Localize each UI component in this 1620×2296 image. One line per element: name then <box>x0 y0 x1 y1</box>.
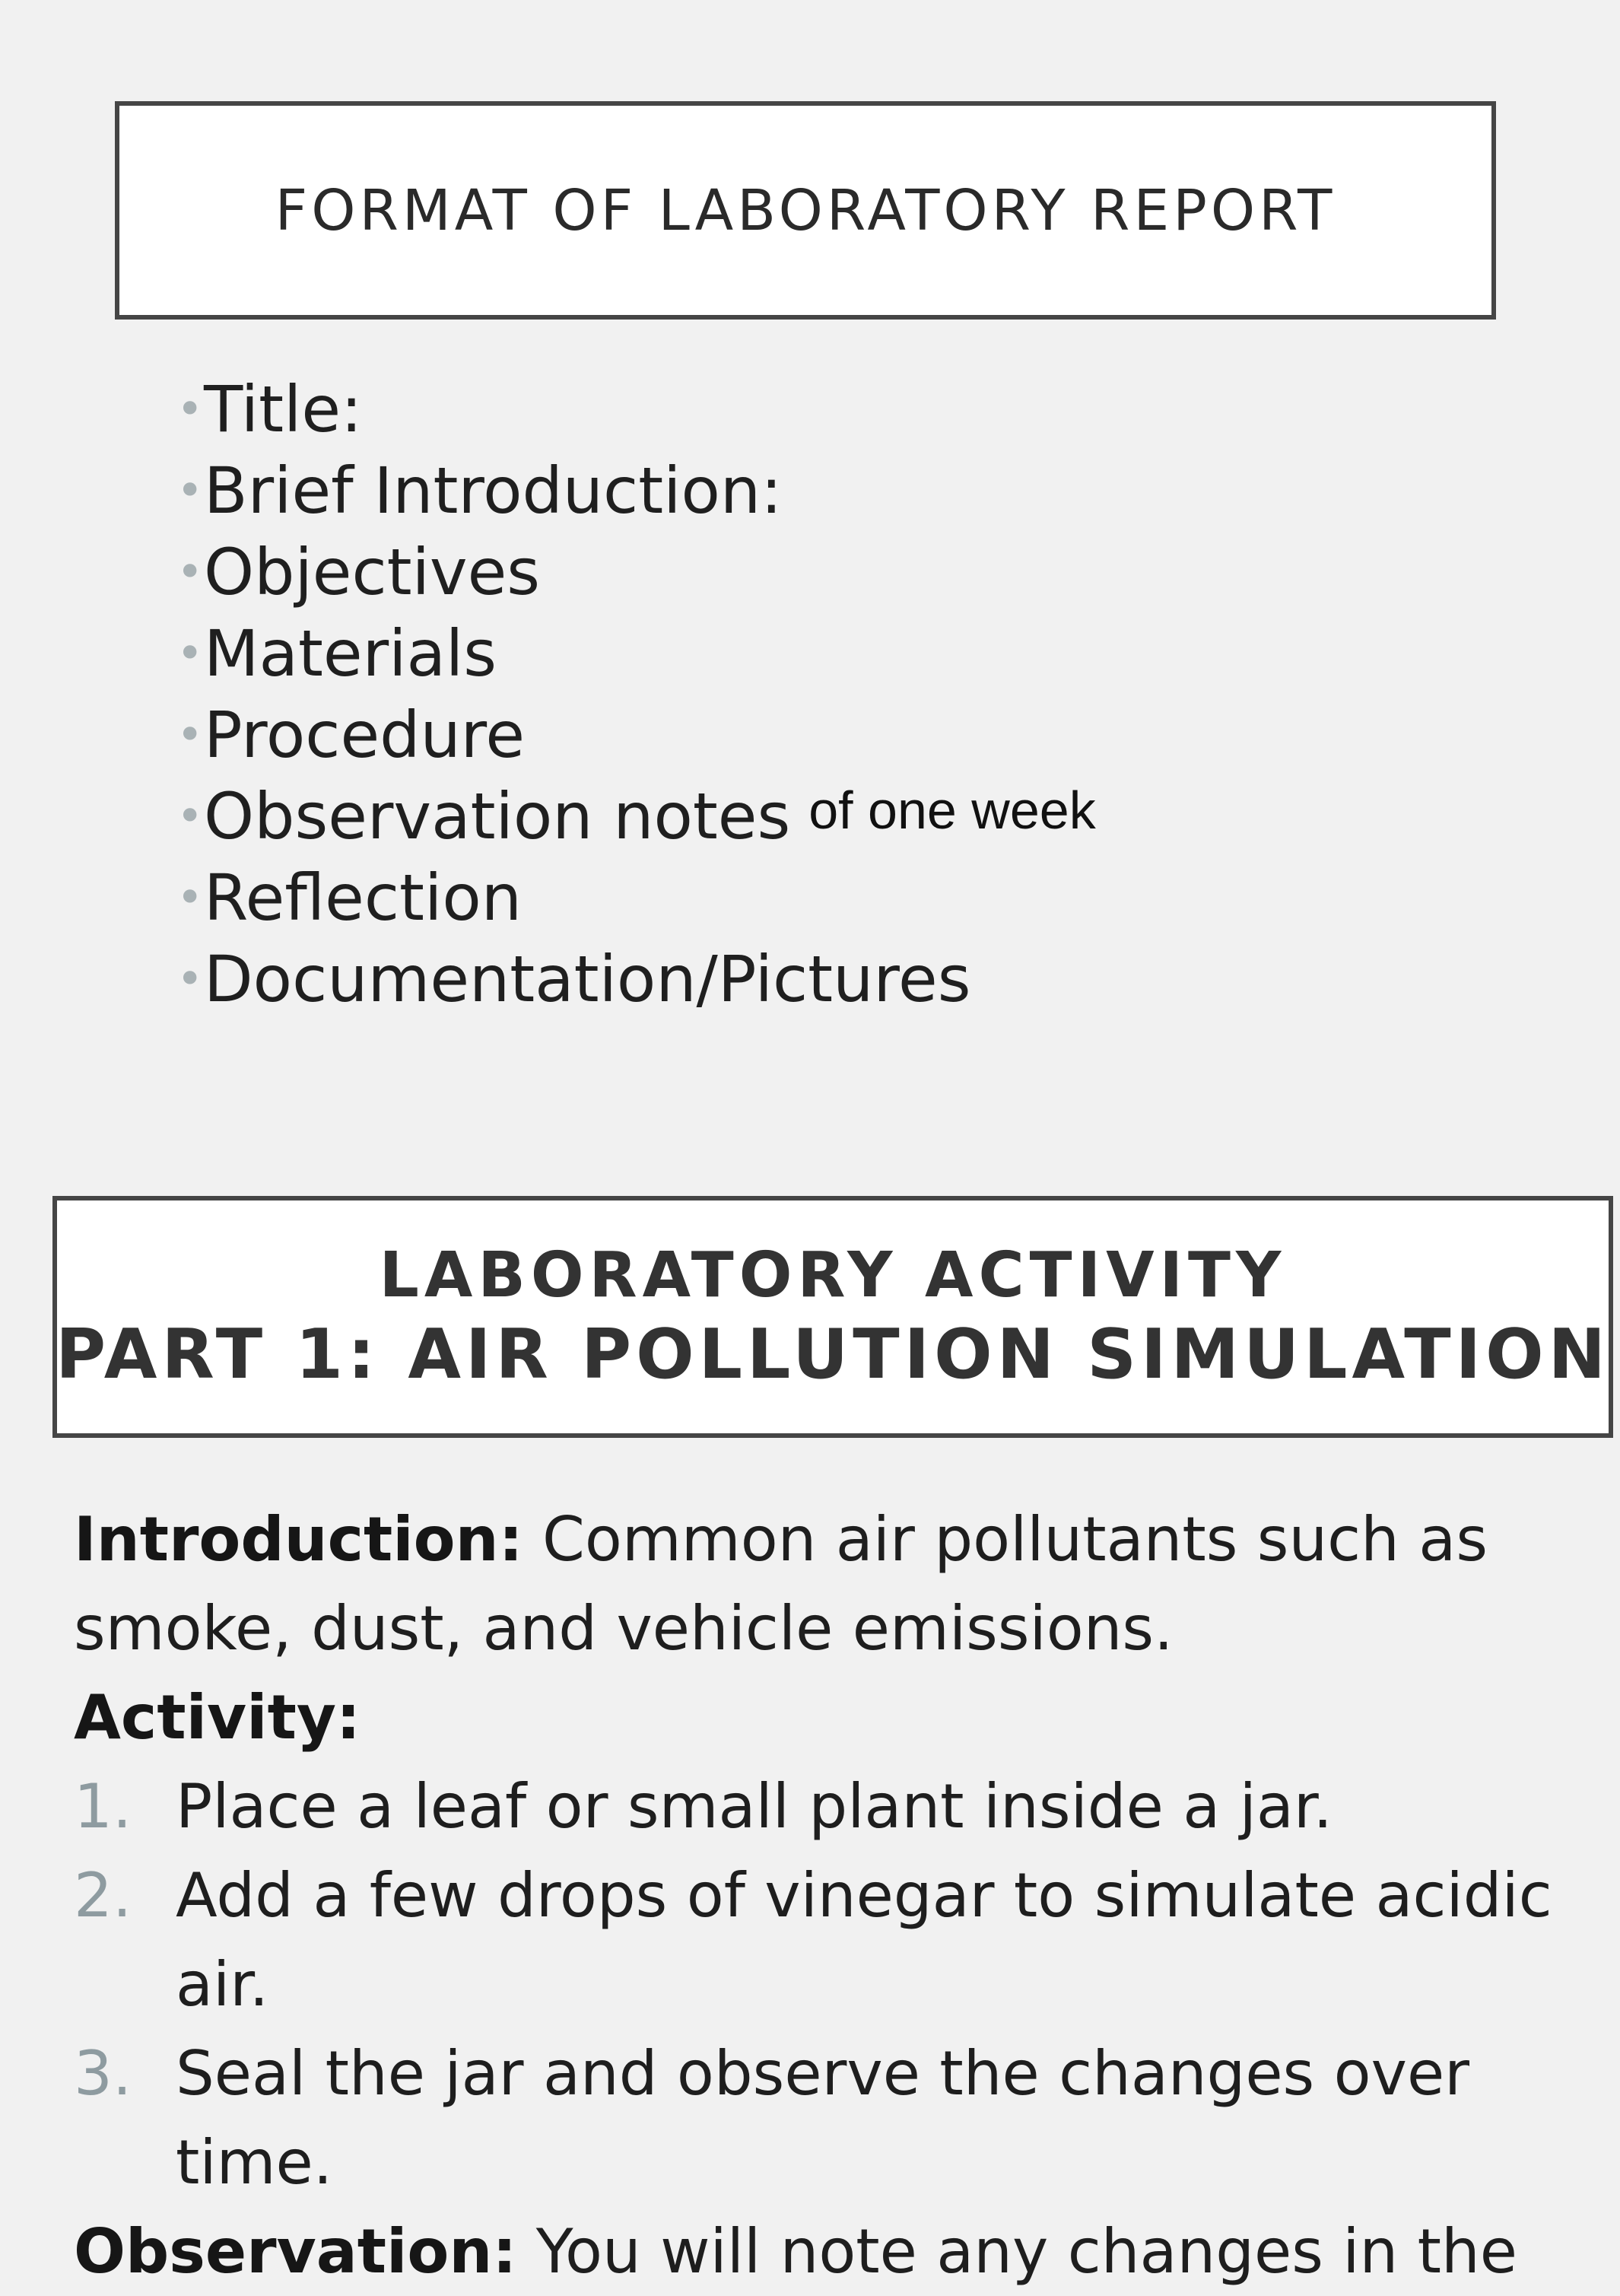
bullet-icon: • <box>176 871 204 924</box>
step-number: 2. <box>74 1860 132 1931</box>
lab-activity-heading: LABORATORY ACTIVITY <box>379 1239 1287 1312</box>
format-item-label: Observation notes <box>204 779 791 854</box>
bullet-icon: • <box>176 790 204 843</box>
step-number: 3. <box>74 2038 132 2109</box>
handwritten-annotation: of one week <box>808 781 1096 840</box>
activity-steps-list <box>74 1762 1603 2207</box>
observation-paragraph <box>74 2207 1603 2296</box>
format-item-label: Title: <box>204 372 363 447</box>
step-number: 1. <box>74 1771 132 1842</box>
format-item <box>176 939 1096 1020</box>
step-text: Seal the jar and observe the changes over time. <box>176 2038 1470 2198</box>
format-item <box>176 450 1096 532</box>
activity-step <box>74 1762 1603 1851</box>
format-item <box>176 532 1096 613</box>
bullet-icon: • <box>176 952 204 1006</box>
format-item-label: Procedure <box>204 698 526 772</box>
format-item-label: Materials <box>204 616 497 691</box>
format-item <box>176 776 1096 857</box>
bullet-icon: • <box>176 383 204 436</box>
format-item-label: Brief Introduction: <box>204 453 783 528</box>
format-item <box>176 857 1096 939</box>
activity-step <box>74 1851 1603 2029</box>
format-item <box>176 613 1096 695</box>
format-item-label: Objectives <box>204 535 541 609</box>
format-title-box <box>115 101 1496 320</box>
introduction-text: Common air pollutants such as smoke, dust, and vehicle emissions. <box>74 1504 1488 1664</box>
introduction-paragraph <box>74 1495 1603 1673</box>
format-item-list <box>176 369 1096 1020</box>
observation-label: Observation: <box>74 2216 517 2287</box>
observation-text: You will note any changes in the <box>535 2216 1517 2287</box>
format-item <box>176 695 1096 776</box>
activity-label: Activity: <box>74 1682 361 1753</box>
bullet-icon: • <box>176 464 204 517</box>
lab-part-heading: PART 1: AIR POLLUTION SIMULATION <box>56 1315 1610 1394</box>
format-item-label: Reflection <box>204 860 522 935</box>
lab-activity-body <box>74 1495 1603 2296</box>
step-text: Place a leaf or small plant inside a jar. <box>176 1771 1333 1842</box>
format-item-label: Documentation/Pictures <box>204 942 971 1016</box>
bullet-icon: • <box>176 708 204 762</box>
lab-activity-header-box <box>52 1196 1613 1438</box>
format-item <box>176 369 1096 450</box>
activity-step <box>74 2029 1603 2207</box>
introduction-label: Introduction: <box>74 1504 523 1575</box>
step-text: Add a few drops of vinegar to simulate acidic air. <box>176 1860 1552 2020</box>
bullet-icon: • <box>176 545 204 599</box>
format-title: FORMAT OF LABORATORY REPORT <box>275 177 1336 243</box>
bullet-icon: • <box>176 627 204 680</box>
